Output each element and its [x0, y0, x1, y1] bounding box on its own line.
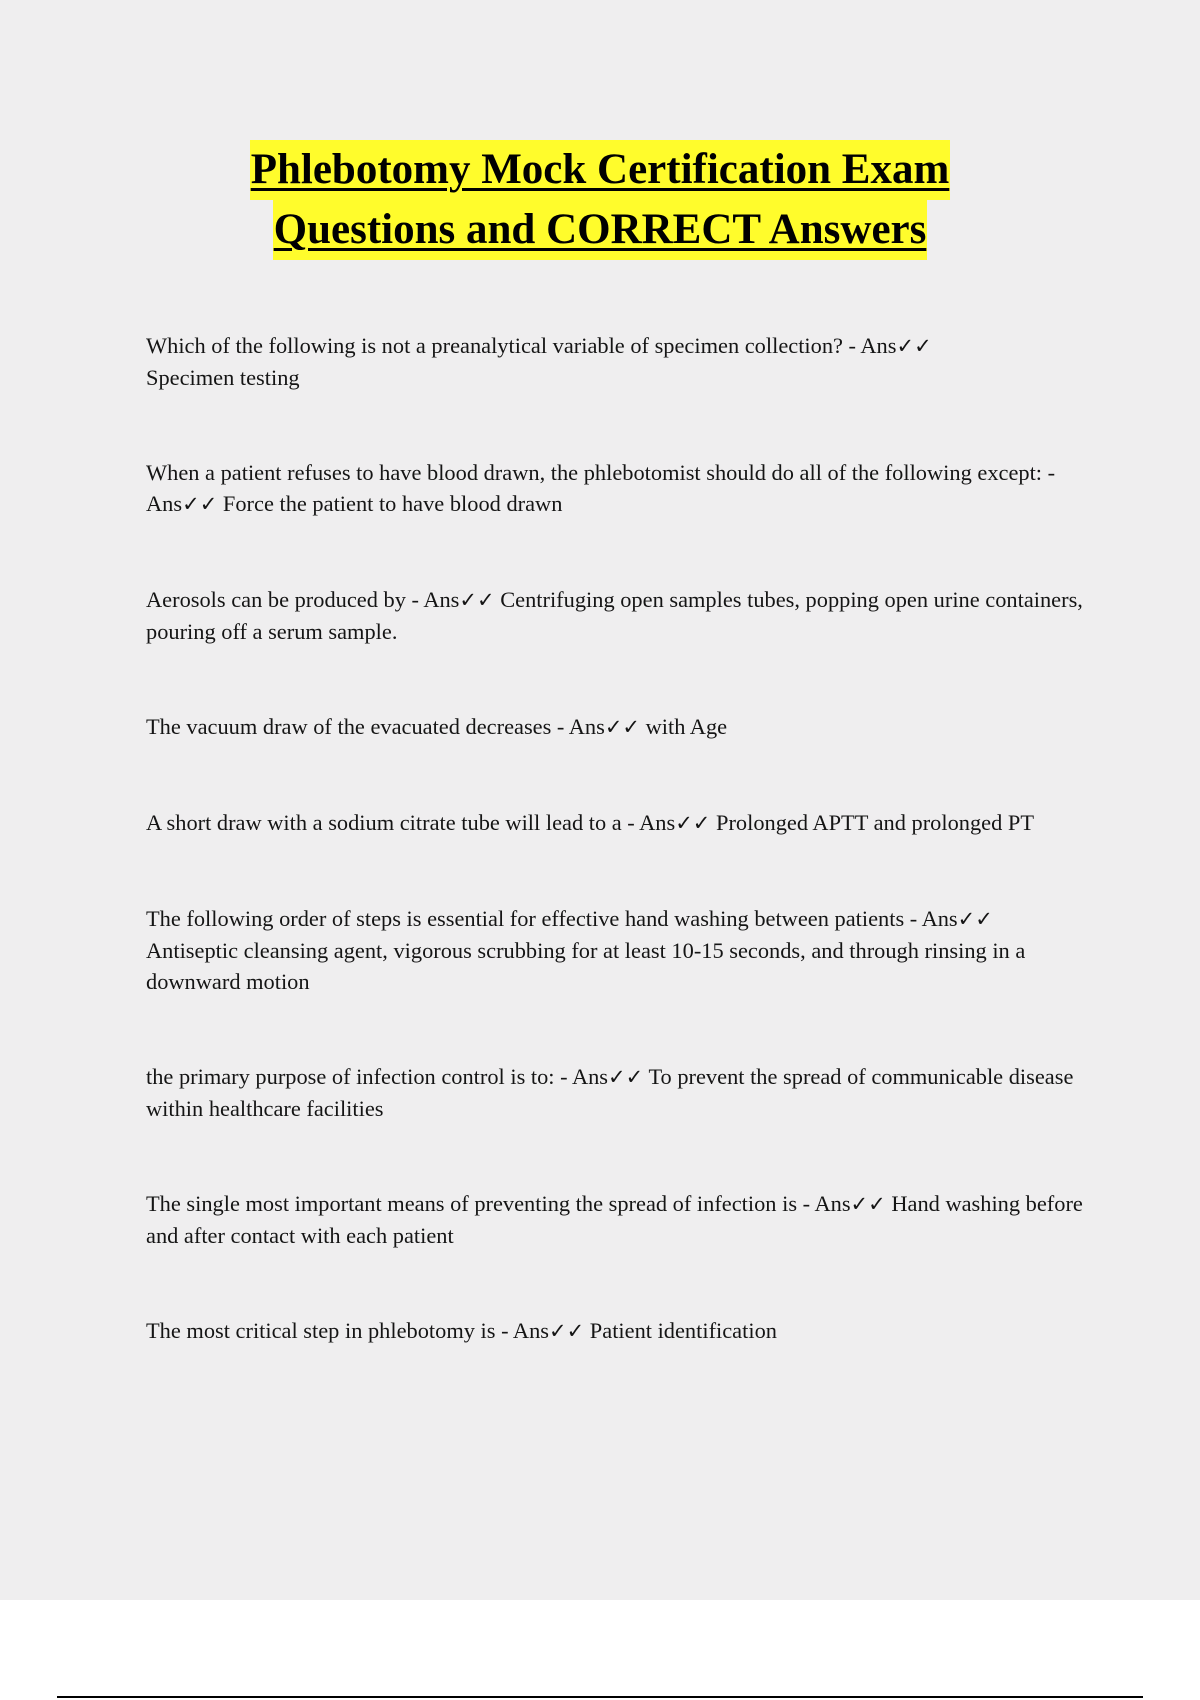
footer-divider	[57, 1696, 1143, 1698]
title-line-2: Questions and CORRECT Answers	[273, 200, 928, 260]
question-text: Aerosols can be produced by - Ans	[146, 587, 460, 612]
qa-item	[146, 457, 1091, 520]
check-mark-icon: ✓✓	[896, 334, 932, 358]
question-text: the primary purpose of infection control is to: - Ans	[146, 1064, 609, 1089]
check-mark-icon: ✓✓	[604, 715, 641, 739]
question-text: The single most important means of preventing the spread of infection is - Ans	[146, 1191, 851, 1216]
qa-item	[146, 1188, 1091, 1251]
qa-item	[146, 330, 1091, 393]
answer-text: Patient identification	[589, 1318, 777, 1343]
check-mark-icon: ✓✓	[548, 1319, 585, 1343]
question-text: The following order of steps is essential for effective hand washing between patients - Ans	[146, 906, 958, 931]
check-mark-icon: ✓✓	[850, 1192, 886, 1216]
qa-item	[146, 903, 1091, 997]
answer-text: Prolonged APTT and prolonged PT	[716, 810, 1035, 835]
answer-text: To prevent the spread of communicable disease within healthcare facilities	[146, 1064, 1074, 1121]
title-line-1: Phlebotomy Mock Certification Exam	[250, 140, 951, 200]
answer-text: Force the patient to have blood drawn	[222, 491, 563, 516]
check-mark-icon: ✓✓	[608, 1065, 644, 1089]
qa-list	[146, 330, 1091, 1347]
check-mark-icon: ✓✓	[459, 588, 495, 612]
question-text: A short draw with a sodium citrate tube will lead to a - Ans	[146, 810, 676, 835]
qa-item	[146, 1061, 1091, 1124]
document-title	[0, 140, 1200, 260]
check-mark-icon: ✓✓	[675, 811, 711, 835]
answer-text: Antiseptic cleansing agent, vigorous scrubbing for at least 10-15 seconds, and through rinsing in a downward motion	[146, 938, 1026, 994]
question-text: The vacuum draw of the evacuated decreases - Ans	[146, 714, 605, 739]
question-text: Which of the following is not a preanalytical variable of specimen collection? - Ans	[146, 333, 897, 358]
qa-item	[146, 584, 1091, 647]
qa-item	[146, 807, 1091, 839]
check-mark-icon: ✓✓	[182, 492, 218, 516]
answer-text: Centrifuging open samples tubes, popping open urine containers, pouring off a serum sample.	[146, 587, 1083, 644]
check-mark-icon: ✓✓	[957, 907, 993, 931]
question-text: The most critical step in phlebotomy is - Ans	[146, 1318, 549, 1343]
answer-text: Hand washing before and after contact with each patient	[146, 1191, 1083, 1248]
qa-item	[146, 1315, 1091, 1347]
answer-text: with Age	[645, 714, 728, 739]
qa-item	[146, 711, 1091, 743]
answer-text: Specimen testing	[146, 365, 300, 390]
question-text: When a patient refuses to have blood drawn, the phlebotomist should do all of the following except: - Ans	[146, 460, 1056, 516]
